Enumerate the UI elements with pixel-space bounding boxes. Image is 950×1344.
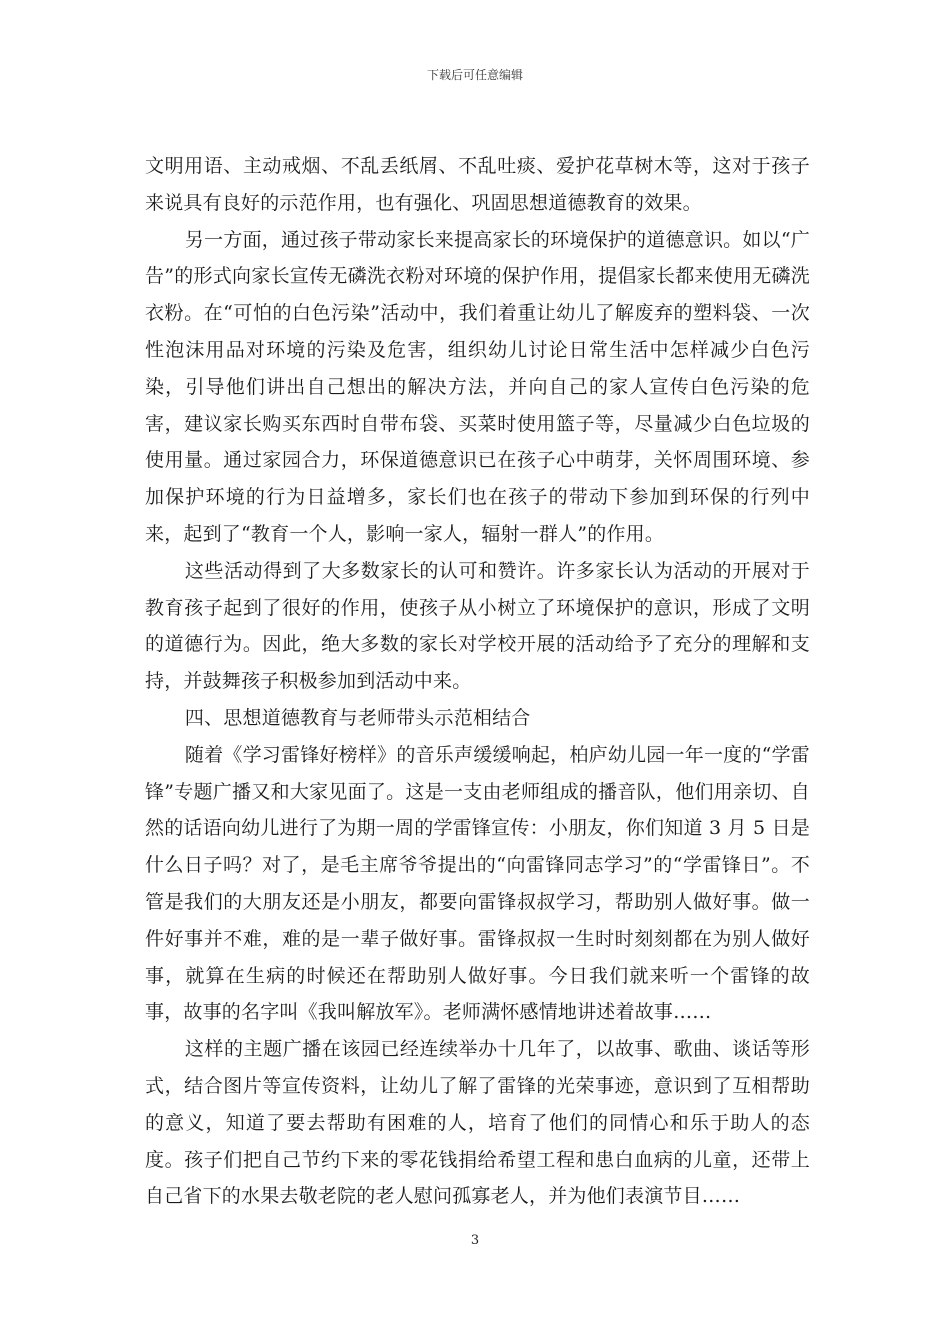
section-heading: 四、思想道德教育与老师带头示范相结合 [184,706,531,729]
paragraph-1: 文明用语、主动戒烟、不乱丢纸屑、不乱吐痰、爱护花草树木等，这对于孩子来说具有良好的示范作用，也有强化、巩固思想道德教育的效果。 [145,155,810,214]
document-body [145,148,810,1215]
paragraph-3: 这些活动得到了大多数家长的认可和赞许。许多家长认为活动的开展对于教育孩子起到了很好的作用，使孩子从小树立了环境保护的意识，形成了文明的道德行为。因此，绝大多数的家长对学校开展的活动给予了充分的理解和支持，并鼓舞孩子积极参加到活动中来。 [145,559,810,693]
paragraph-2: 另一方面，通过孩子带动家长来提高家长的环境保护的道德意识。如以“广告”的形式向家长宣传无磷洗衣粉对环境的保护作用，提倡家长都来使用无磷洗衣粉。在“可怕的白色污染”活动中，我们着重让幼儿了解废弃的塑料袋、一次性泡沫用品对环境的污染及危害，组织幼儿讨论日常生活中怎样减少白色污染，引导他们讲出自己想出的解决方法，并向自己的家人宣传白色污染的危害，建议家长购买东西时自带布袋、买菜时使用篮子等，尽量减少白色垃圾的使用量。通过家园合力，环保道德意识已在孩子心中萌芽，关怀周围环境、参加保护环境的行为日益增多，家长们也在孩子的带动下参加到环保的行列中来，起到了“教育一个人，影响一家人，辐射一群人”的作用。 [145,228,810,545]
page-number: 3 [470,1233,480,1248]
paragraph-5: 这样的主题广播在该园已经连续举办十几年了，以故事、歌曲、谈话等形式，结合图片等宣传资料，让幼儿了解了雷锋的光荣事迹，意识到了互相帮助的意义，知道了要去帮助有困难的人，培育了他们的同情心和乐于助人的态度。孩子们把自己节约下来的零花钱捐给希望工程和患白血病的儿童，还带上自己省下的水果去敬老院的老人慰问孤寡老人，并为他们表演节目…… [145,1038,810,1208]
paragraph-4: 随着《学习雷锋好榜样》的音乐声缓缓响起，柏庐幼儿园一年一度的“学雷锋”专题广播又和大家见面了。这是一支由老师组成的播音队，他们用亲切、自然的话语向幼儿进行了为期一周的学雷锋宣传：小朋友，你们知道 3 月 5 日是什么日子吗？对了，是毛主席爷爷提出的“向雷锋同志学习”的“学雷锋日”。不管是我们的大朋友还是小朋友，都要向雷锋叔叔学习，帮助别人做好事。做一件好事并不难，难的是一辈子做好事。雷锋叔叔一生时时刻刻都在为别人做好事，就算在生病的时候还在帮助别人做好事。今日我们就来听一个雷锋的故事，故事的名字叫《我叫解放军》。老师满怀感情地讲述着故事…… [145,743,810,1024]
page-header: 下载后可任意编辑 [426,68,523,82]
